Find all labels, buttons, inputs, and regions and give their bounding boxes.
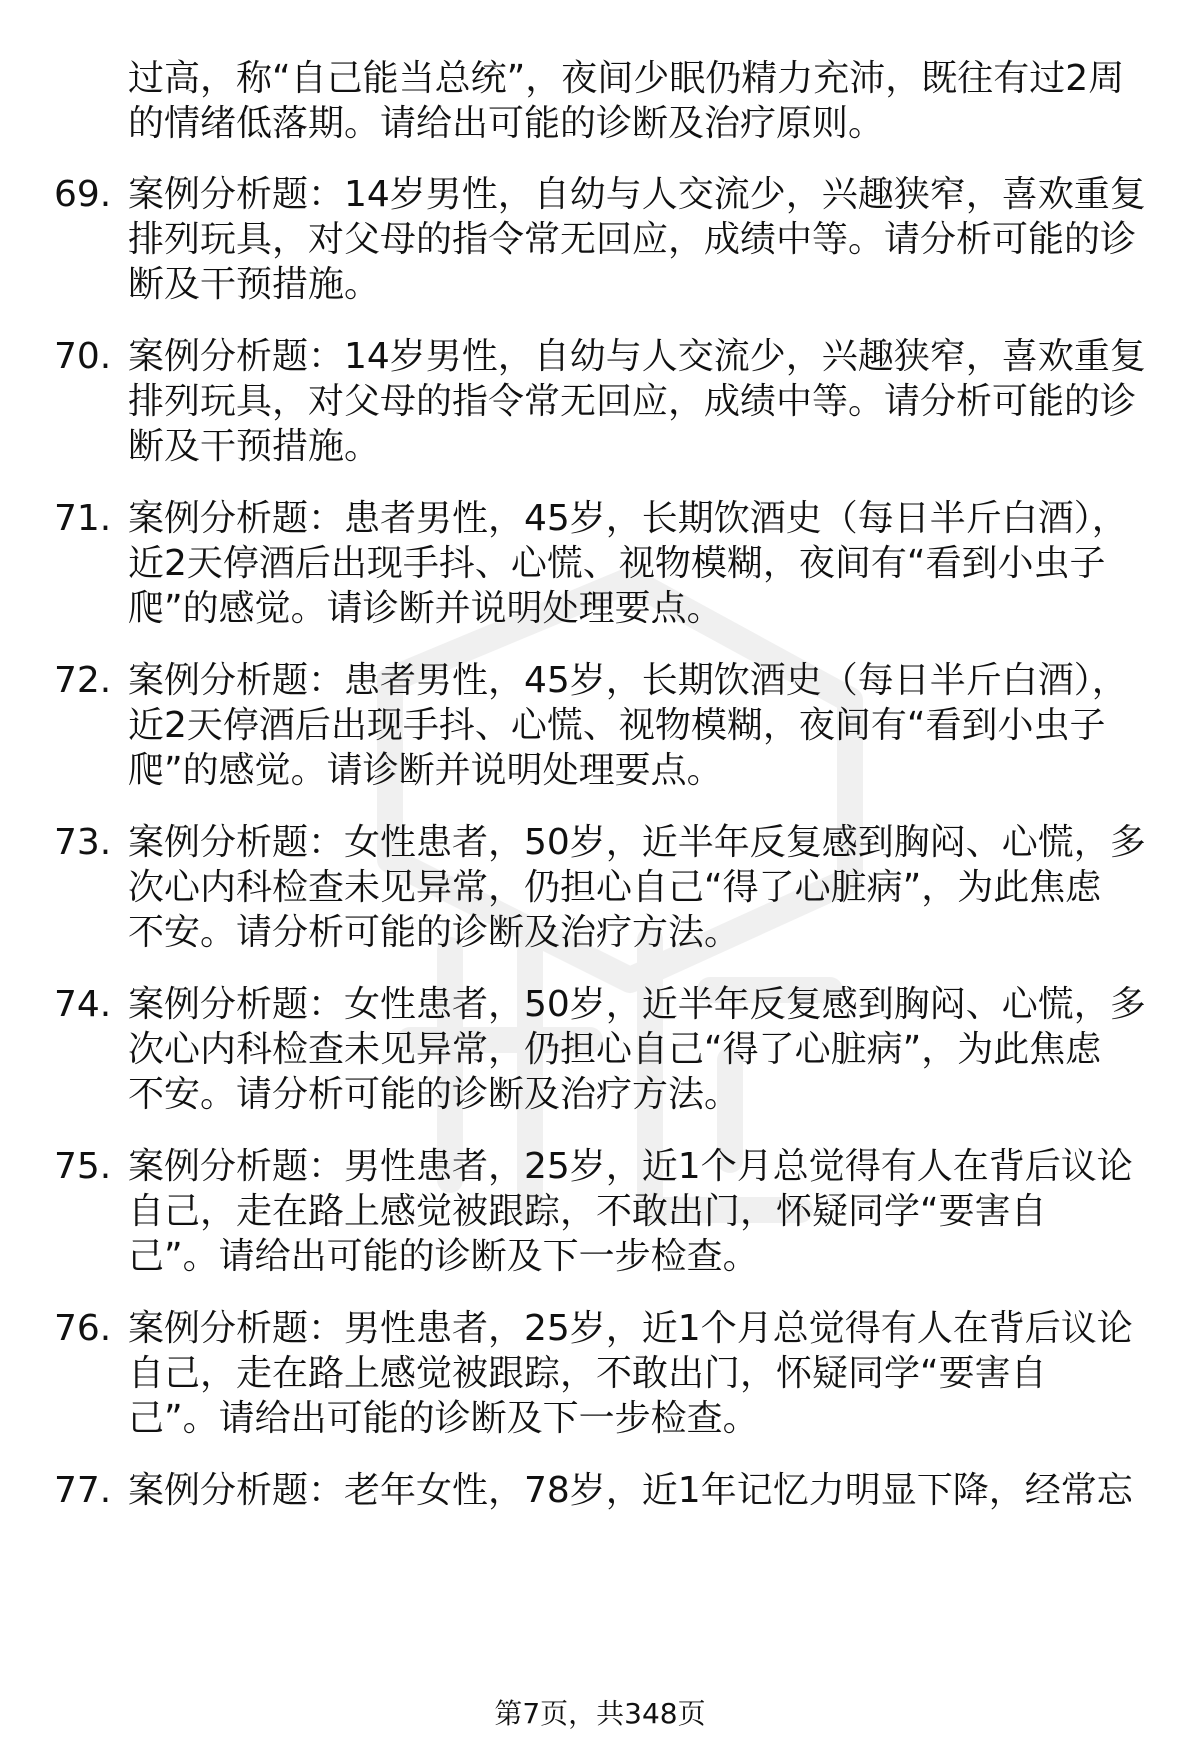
question-line: 爬”的感觉。请诊断并说明处理要点。 [128,588,723,629]
question-line: 案例分析题：老年女性，78岁，近1年记忆力明显下降，经常忘 [128,1470,1133,1511]
question-line: 案例分析题：女性患者，50岁，近半年反复感到胸闷、心慌，多 [128,984,1146,1025]
question-line: 案例分析题：女性患者，50岁，近半年反复感到胸闷、心慌，多 [128,822,1146,863]
question-line: 不安。请分析可能的诊断及治疗方法。 [128,912,741,953]
question-line: 自己，走在路上感觉被跟踪，不敢出门，怀疑同学“要害自 [128,1353,1047,1394]
question-number: 69. [54,174,112,215]
question-number: 70. [54,336,112,377]
question-line: 次心内科检查未见异常，仍担心自己“得了心脏病”，为此焦虑 [128,867,1102,908]
question-line: 排列玩具，对父母的指令常无回应，成绩中等。请分析可能的诊 [128,219,1137,260]
question-line: 近2天停酒后出现手抖、心慌、视物模糊，夜间有“看到小虫子 [128,543,1106,584]
question-line: 己”。请给出可能的诊断及下一步检查。 [128,1236,759,1277]
question-line: 案例分析题：14岁男性，自幼与人交流少，兴趣狭窄，喜欢重复 [128,174,1146,215]
question-number: 72. [54,660,112,701]
question-line: 断及干预措施。 [128,426,381,467]
question-line: 自己，走在路上感觉被跟踪，不敢出门，怀疑同学“要害自 [128,1191,1047,1232]
question-number: 74. [54,984,112,1025]
question-line: 案例分析题：患者男性，45岁，长期饮酒史（每日半斤白酒）， [128,498,1128,539]
text-line: 过高，称“自己能当总统”，夜间少眠仍精力充沛，既往有过2周 [128,58,1125,99]
question-line: 案例分析题：患者男性，45岁，长期饮酒史（每日半斤白酒）， [128,660,1128,701]
question-line: 案例分析题：男性患者，25岁，近1个月总觉得有人在背后议论 [128,1146,1133,1187]
question-line: 断及干预措施。 [128,264,381,305]
question-line: 排列玩具，对父母的指令常无回应，成绩中等。请分析可能的诊 [128,381,1137,422]
question-line: 不安。请分析可能的诊断及治疗方法。 [128,1074,741,1115]
question-number: 77. [54,1470,112,1511]
page-footer: 第7页，共348页 [494,1697,706,1730]
question-line: 己”。请给出可能的诊断及下一步检查。 [128,1398,759,1439]
question-number: 71. [54,498,112,539]
question-line: 次心内科检查未见异常，仍担心自己“得了心脏病”，为此焦虑 [128,1029,1102,1070]
question-line: 案例分析题：男性患者，25岁，近1个月总觉得有人在背后议论 [128,1308,1133,1349]
question-line: 近2天停酒后出现手抖、心慌、视物模糊，夜间有“看到小虫子 [128,705,1106,746]
question-number: 73. [54,822,112,863]
question-line: 爬”的感觉。请诊断并说明处理要点。 [128,750,723,791]
question-number: 76. [54,1308,112,1349]
question-number: 75. [54,1146,112,1187]
text-line: 的情绪低落期。请给出可能的诊断及治疗原则。 [128,103,885,144]
question-line: 案例分析题：14岁男性，自幼与人交流少，兴趣狭窄，喜欢重复 [128,336,1146,377]
